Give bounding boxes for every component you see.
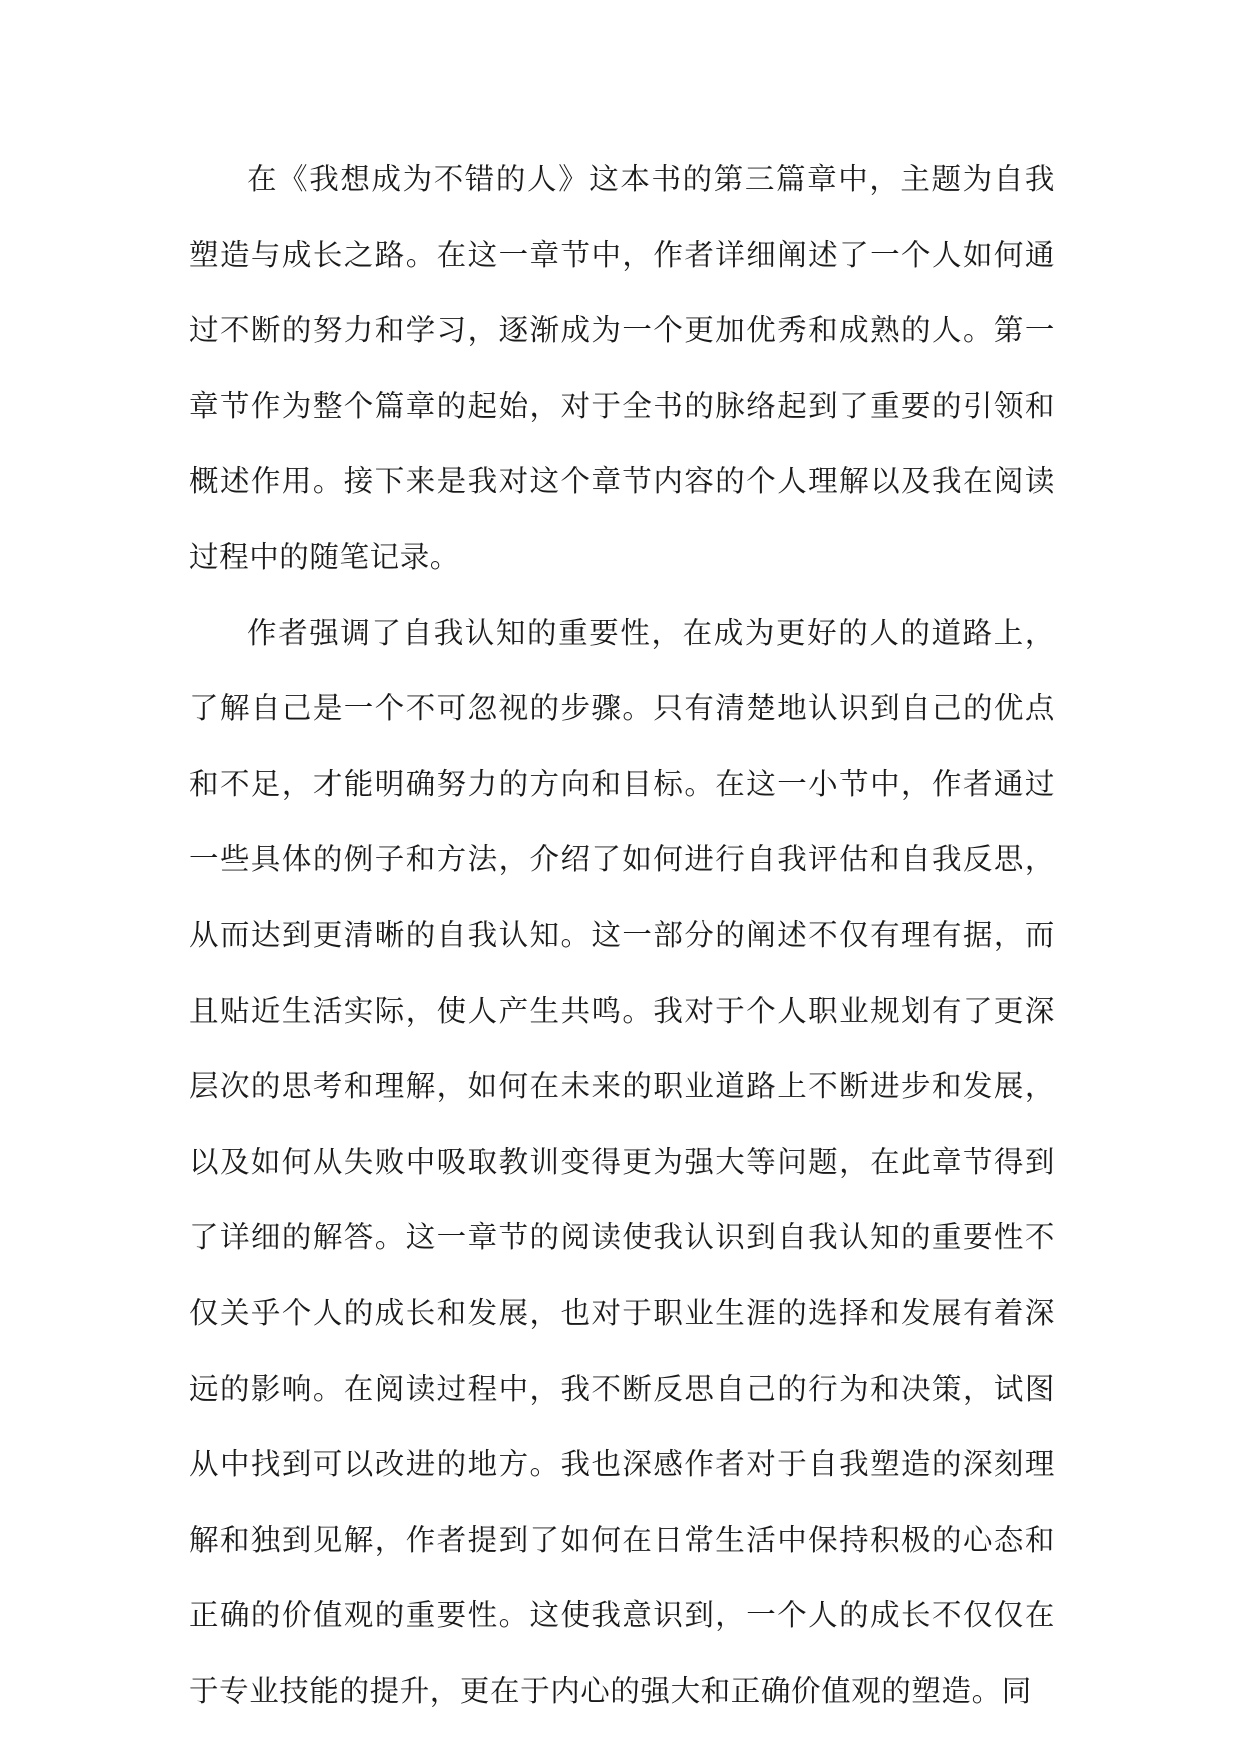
paragraph-self-awareness: 作者强调了自我认知的重要性，在成为更好的人的道路上，了解自己是一个不可忽视的步骤。只有清楚地认识到自己的优点和不足，才能明确努力的方向和目标。在这一小节中，作者通过一些具体的例子和方法，介绍了如何进行自我评估和自我反思，从而达到更清晰的自我认知。这一部分的阐述不仅有理有据，而且贴近生活实际，使人产生共鸣。我对于个人职业规划有了更深层次的思考和理解，如何在未来的职业道路上不断进步和发展，以及如何从失败中吸取教训变得更为强大等问题，在此章节得到了详细的解答。这一章节的阅读使我认识到自我认知的重要性不仅关乎个人的成长和发展，也对于职业生涯的选择和发展有着深远的影响。在阅读过程中，我不断反思自己的行为和决策，试图从中找到可以改进的地方。我也深感作者对于自我塑造的深刻理解和独到见解，作者提到了如何在日常生活中保持积极的心态和正确的价值观的重要性。这使我意识到，一个人的成长不仅仅在于专业技能的提升，更在于内心的强大和正确价值观的塑造。同 xyxy=(189,615,1055,1708)
paragraph-intro: 在《我想成为不错的人》这本书的第三篇章中，主题为自我塑造与成长之路。在这一章节中，作者详细阐述了一个人如何通过不断的努力和学习，逐渐成为一个更加优秀和成熟的人。第一章节作为整个篇章的起始，对于全书的脉络起到了重要的引领和概述作用。接下来是我对这个章节内容的个人理解以及我在阅读过程中的随笔记录。 xyxy=(189,162,1055,574)
body-text xyxy=(189,142,1055,1729)
